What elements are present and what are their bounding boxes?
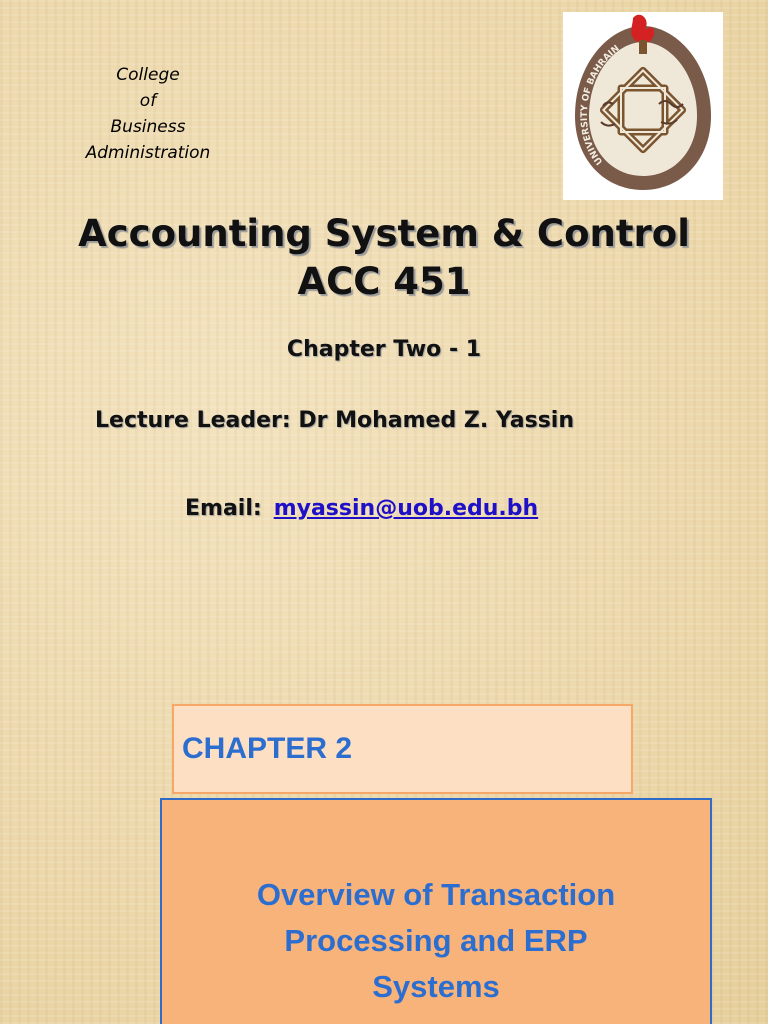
college-line-1: College <box>116 65 180 85</box>
email-link[interactable]: myassin@uob.edu.bh <box>273 496 539 521</box>
lecture-leader: Lecture Leader: Dr Mohamed Z. Yassin <box>95 408 575 433</box>
chapter-subtitle: Chapter Two - 1 <box>286 337 482 362</box>
email-row <box>185 496 705 521</box>
college-line-4: Administration <box>85 143 211 163</box>
logo-ring-text: UNIVERSITY OF BAHRAIN <box>579 43 622 167</box>
overview-line-2: Processing and ERP <box>284 923 588 958</box>
university-seal-icon <box>563 12 723 200</box>
chapter-label: CHAPTER 2 <box>182 732 353 765</box>
chapter-overview-box <box>160 798 712 1024</box>
overview-line-3: Systems <box>372 969 500 1004</box>
chapter-label-box <box>172 704 633 794</box>
overview-line-1: Overview of Transaction <box>256 877 616 912</box>
course-title-line-1: Accounting System & Control <box>78 212 690 255</box>
course-code: ACC 451 <box>297 260 471 303</box>
college-name <box>60 62 236 166</box>
university-logo <box>563 12 723 200</box>
college-line-2: of <box>139 91 157 111</box>
email-label: Email: <box>185 496 262 521</box>
course-title <box>0 210 768 306</box>
college-line-3: Business <box>110 117 186 137</box>
